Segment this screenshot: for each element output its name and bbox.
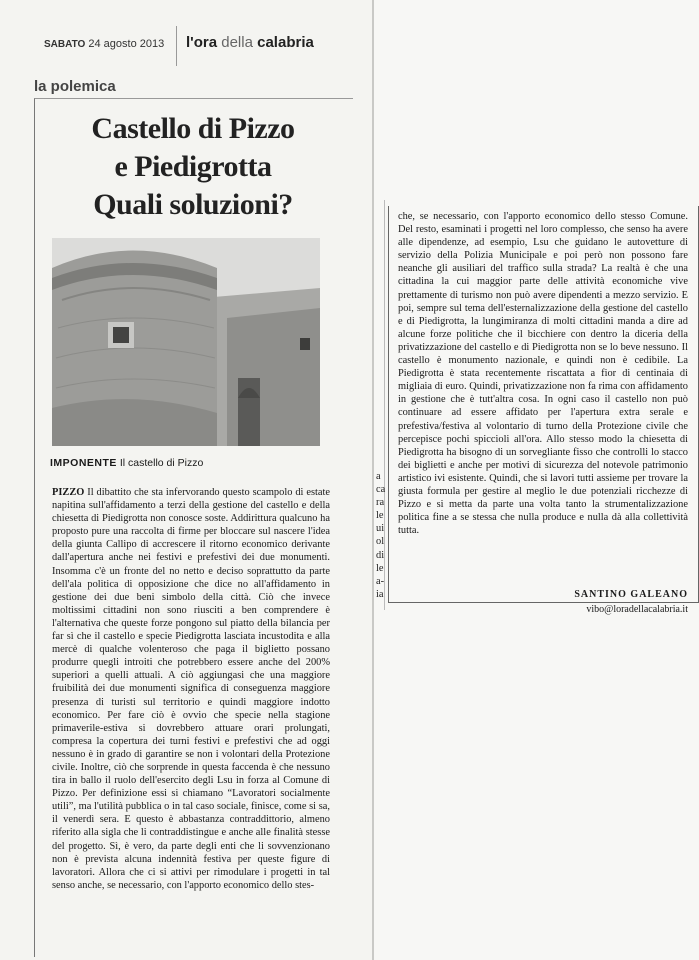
fragment: a: [376, 471, 381, 482]
masthead-part-1: l'ora: [186, 34, 218, 51]
castle-illustration: [52, 238, 320, 446]
photo-caption: [50, 457, 340, 469]
fragment: ol: [376, 536, 385, 548]
dateline: PIZZO: [52, 487, 85, 498]
headline-line-2: e Piedigrotta: [114, 150, 272, 183]
issue-day: SABATO: [44, 39, 86, 50]
castle-photo: [52, 238, 320, 446]
fragment: di: [376, 549, 385, 561]
issue-date-text: 24 agosto 2013: [88, 38, 165, 50]
fragment: le: [376, 510, 384, 522]
headline-line-1: Castello di Pizzo: [91, 112, 295, 145]
fragment: le: [376, 562, 384, 574]
fragment: ia: [376, 588, 384, 600]
fragment: a-: [376, 575, 385, 587]
fragment: ca: [376, 484, 386, 496]
masthead: [186, 34, 314, 51]
caption-text: Il castello di Pizzo: [119, 457, 204, 469]
header-divider: [176, 26, 177, 66]
article-body-right: [398, 210, 688, 537]
author-email: vibo@loradellacalabria.it: [586, 604, 688, 615]
section-label: la polemica: [34, 78, 116, 95]
folded-column-fragments: [376, 470, 385, 601]
page-fold: [372, 0, 374, 960]
article-text-right: che, se necessario, con l'apporto economico dello stesso Comune. Del resto, esaminati i progetti nel loro complesso, che senso ha avere alle dipendenze, ad esempio, Lsu che guidano le autovetture di servizio della Polizia Municipale e poi però non possono fare neanche gli ausiliari del traffico sulla strada? La realtà è che una cittadina la cui maggior parte delle attività economiche vive prettamente di turismo non può avere dipendenti a mezzo servizio. E poi, sempre sul tema dell'esternalizzazione della gestione del castello e di Piedigrotta, la lungimiranza di molti cittadini manda a dire ad alcune forze politiche che il bicchiere con dentro la diceria della privatizzazione del castello e di Piedigrotta non se lo beve nessuno. Il castello è monumento nazionale, e quindi non è cedibile. La Piedigrotta è stata recentemente riscattata a fior di centinaia di migliaia di euro. Quindi, privatizzazione non fa rima con affidamento in gestione che è tutt'altra cosa. In ogni caso il castello non può continuare ad essere affidato per l'apertura extra serale e prefestiva/festiva al volontario di turno della Protezione civile che percepisce pochi spiccioli all'ora. Allo stesso modo la chiesetta di Piedigrotta ha bisogno di un sorvegliante fisso che controlli lo stacco dei biglietti e anche per motivi di sicurezza del notevole patrimonio artistico ivi esistente. Quindi, che si lavori tutti assieme per trovare la giusta formula per gestire al meglio le due potenziali ricchezze di Pizzo e si metta da parte una volta tanto la strumentalizzazione politica fine a se stessa che nulla produce e nulla dà alla collettività tutta.: [398, 211, 688, 537]
headline: [34, 110, 352, 224]
issue-date: [44, 38, 164, 50]
masthead-part-3: calabria: [257, 34, 314, 51]
headline-line-3: Quali soluzioni?: [93, 188, 293, 221]
masthead-part-2: della: [221, 34, 253, 51]
article-body-left: [52, 486, 330, 892]
article-text-left: Il dibattito che sta infervorando questo scampolo di estate napitina sull'affidamento a terzi della gestione del castello e della chiesetta di Piedigrotta non conosce soste. Addirittura qualcuno ha proposto pure una raccolta di firme per bloccare sul nascere l'idea della giunta Callipo di accrescere il ritorno economico derivante dall'apertura anche nei festivi e prefestivi dei due monumenti. Insomma c'è un fronte del no netto e deciso soprattutto da parte dell'ala politica di opposizione che dice no all'affidamento in gestione dei due beni simbolo della città. Ciò che invece moltissimi cittadini non sono riusciti a ben comprendere è l'alternativa che queste forze pongono sul piatto della bilancia per far sì che il castello e specie Piedigrotta lasciata incustodita e alla mercè di qualche volenteroso che paga il biglietto possano produrre quegli introiti che potrebbero essere anche del 200% superiori a quelli attuali. A ciò aggiungasi che una maggiore fruibilità dei due monumenti significa di conseguenza maggiore presenza di turisti sul territorio e quindi maggiore indotto economico. Per fare ciò è ovvio che specie nella stagione primaverile-estiva si dovrebbero attuare orari prolungati, compresa la copertura dei turni festivi e prefestivi che ad oggi nessuno è in grado di garantire se non i volontari della Protezione civile. Inoltre, ciò che sorprende in questa faccenda è che nessuno tira in ballo il ruolo dell'esercito degli Lsu in forza al Comune di Pizzo. Per definizione essi si chiamano “Lavoratori socialmente utili”, ma l'utilità pubblica o in tal caso sociale, finisce, come si sa, il venerdì sera. E questo è abbastanza contraddittorio, almeno riferito alla sigla che li contraddistingue e anche alle finalità stesse del progetto. Sì, è vero, da parte degli enti che li sovvenzionano non è prevista alcuna indennità festiva per queste figure di lavoratori. Allora che ci si attivi per rimodulare i progetti in tal senso anche, se necessario, con l'apporto economico dello stes-: [52, 487, 330, 891]
fragment: ra: [376, 497, 385, 509]
fragment: ui: [376, 523, 385, 535]
caption-tag: IMPONENTE: [50, 457, 117, 469]
author-signature: SANTINO GALEANO: [574, 589, 688, 600]
